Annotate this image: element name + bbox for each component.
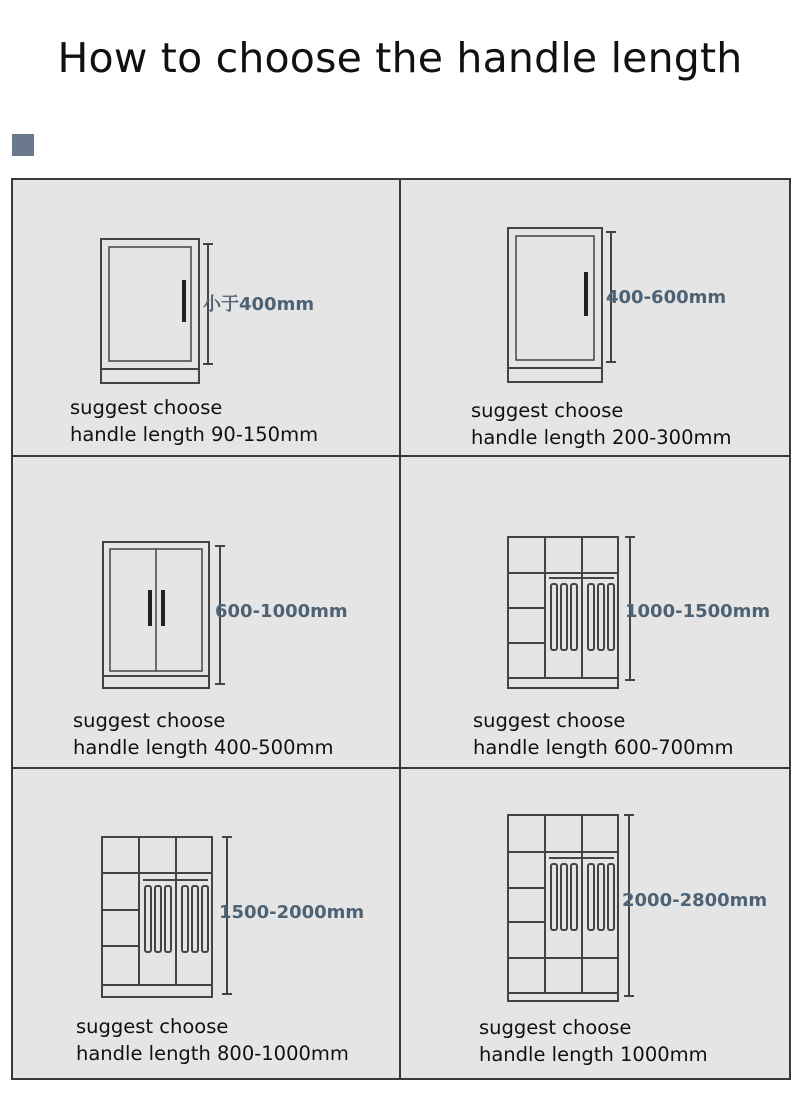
suggest-line: suggest choose bbox=[473, 709, 626, 732]
handle-length-line: handle length 400-500mm bbox=[73, 736, 334, 759]
height-range-label: 1500-2000mm bbox=[219, 902, 365, 923]
height-range-label: 1000-1500mm bbox=[625, 601, 771, 622]
suggest-line: suggest choose bbox=[76, 1015, 229, 1038]
height-range-label: 2000-2800mm bbox=[622, 890, 768, 911]
handle-length-line: handle length 600-700mm bbox=[473, 736, 734, 759]
suggestion-text bbox=[479, 1014, 708, 1068]
page-title: How to choose the handle length bbox=[57, 34, 743, 82]
handle-length-line: handle length 1000mm bbox=[479, 1043, 708, 1066]
height-range-label: 小于400mm bbox=[203, 294, 315, 315]
height-range-label: 600-1000mm bbox=[215, 601, 348, 622]
suggest-line: suggest choose bbox=[70, 396, 223, 419]
suggest-line: suggest choose bbox=[73, 709, 226, 732]
suggest-line: suggest choose bbox=[479, 1016, 632, 1039]
height-range-label: 400-600mm bbox=[606, 287, 727, 308]
handle-length-line: handle length 90-150mm bbox=[70, 423, 319, 446]
suggest-line: suggest choose bbox=[471, 399, 624, 422]
handle-length-line: handle length 200-300mm bbox=[471, 426, 732, 449]
handle-length-line: handle length 800-1000mm bbox=[76, 1042, 349, 1065]
